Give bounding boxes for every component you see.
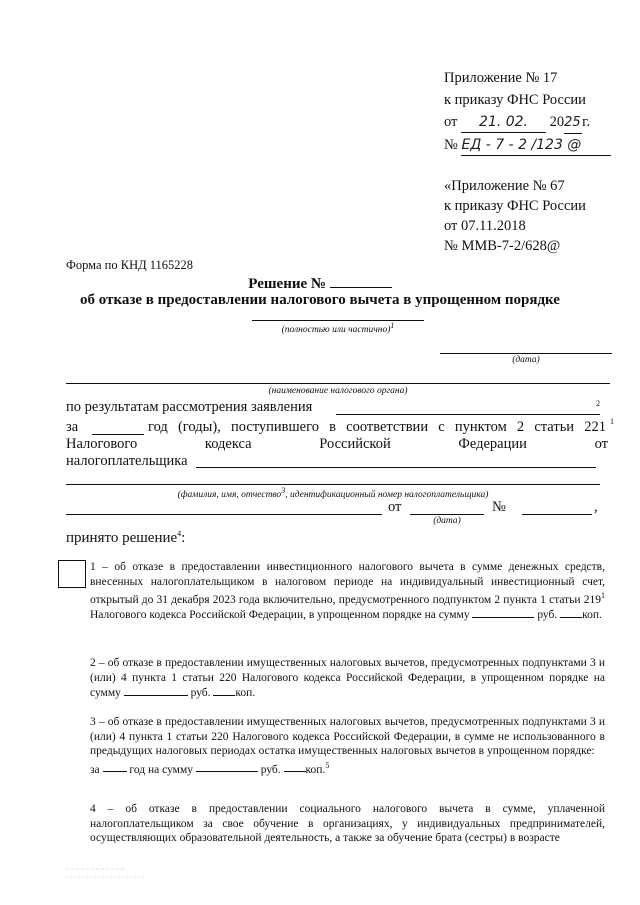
tax-organ-line bbox=[66, 383, 610, 384]
item-2: 2 – об отказе в предоставлении имущественных налоговых вычетов, предусмотренных подпунктами 3 и (или) 4 пункта 1 статьи 220 Налогового кодекса Российской Федерации, в упрощенном порядке на сумму руб. коп. bbox=[90, 657, 605, 699]
title-line2: об отказе в предоставлении налогового вычета в упрощенном порядке bbox=[80, 292, 560, 308]
taxpayer-line bbox=[196, 467, 596, 468]
header-new-date: от 21. 02. 2025г. bbox=[444, 112, 634, 134]
handwritten-number: ЕД - 7 - 2 /123 @ bbox=[461, 135, 611, 156]
title-line1: Решение № bbox=[0, 275, 640, 293]
decision-checkbox[interactable] bbox=[58, 560, 86, 588]
header-old-line4: № ММВ-7-2/628@ bbox=[444, 238, 561, 254]
caption-full-partial: (полностью или частично)$^1$ bbox=[281, 321, 395, 336]
header-new-line2: к приказу ФНС России bbox=[444, 92, 586, 108]
caption-date2: (дата) bbox=[433, 516, 461, 526]
taxpayer-line-2 bbox=[66, 484, 600, 485]
ot-date-line bbox=[410, 514, 484, 515]
header-old-line1: «Приложение № 67 bbox=[444, 178, 565, 194]
num-label: № bbox=[492, 499, 506, 515]
header-new-number: № ЕД - 7 - 2 /123 @ bbox=[444, 135, 634, 156]
body-line3: Налогового кодекса Российской Федерации от bbox=[66, 436, 608, 452]
date-line bbox=[440, 353, 612, 354]
num-line bbox=[522, 514, 592, 515]
scan-stamp-mark bbox=[66, 865, 146, 881]
ot-label: от bbox=[388, 499, 402, 515]
form-code: Форма по КНД 1165228 bbox=[66, 258, 194, 272]
body-line2-za: за bbox=[66, 419, 79, 435]
inn-line bbox=[66, 514, 382, 515]
caption-date: (дата) bbox=[512, 355, 540, 365]
scan-stamp-mark-svg bbox=[66, 865, 146, 881]
body-line2: год (годы), поступившего в соответствии с пунктом 2 статьи 221 bbox=[148, 419, 606, 435]
handwritten-date: 21. 02. bbox=[461, 112, 546, 133]
item-3: 3 – об отказе в предоставлении имущественных налоговых вычетов, предусмотренных подпунктами 3 и (или) 4 пункта 1 статьи 220 Налогового кодекса Российской Федерации, в сумме не использованного в предыдущих налоговых периодах остатка имущественных налоговых вычетов в упрощенном порядке: за год на сумму руб. коп.$^5$ bbox=[90, 716, 605, 776]
body-line4: налогоплательщика bbox=[66, 453, 188, 469]
body-line1-sup: 2 bbox=[596, 399, 600, 408]
year-line bbox=[92, 434, 144, 435]
caption-tax-organ: (наименование налогового органа) bbox=[268, 386, 408, 396]
item-1: 1 – об отказе в предоставлении инвестиционного налогового вычета в сумме денежных средств, внесенных налогоплательщиком в налоговом периоде на индивидуальный инвестиционный счет, открытый до 31 декабря 2023 года включительно, предусмотренного подпунктом 2 пункта 1 статьи $219^1$ Налогового кодекса Российской Федерации, в упрощенном порядке на сумму руб. коп. bbox=[90, 561, 605, 622]
header-new-line1: Приложение № 17 bbox=[444, 70, 558, 86]
body-line1: по результатам рассмотрения заявления bbox=[66, 399, 313, 415]
body-line2-sup: 1 bbox=[610, 417, 614, 426]
header-old-line2: к приказу ФНС России bbox=[444, 198, 586, 214]
caption-fio: (фамилия, имя, отчество$^3$, идентификационный номер налогоплательщика) bbox=[177, 486, 489, 501]
application-line bbox=[336, 414, 600, 415]
handwritten-year: 25 bbox=[564, 113, 582, 134]
header-old-line3: от 07.11.2018 bbox=[444, 218, 526, 234]
decision-label: принято решение$^4$: bbox=[66, 529, 186, 546]
comma: , bbox=[594, 499, 598, 515]
item-4: 4 – об отказе в предоставлении социального налогового вычета в сумме, уплаченной налогоплательщиком за свое обучение в организациях, у индивидуальных предпринимателей, осуществляющих образовательной деятельность, а также за обучение брата (сестры) в возрасте bbox=[90, 803, 605, 844]
